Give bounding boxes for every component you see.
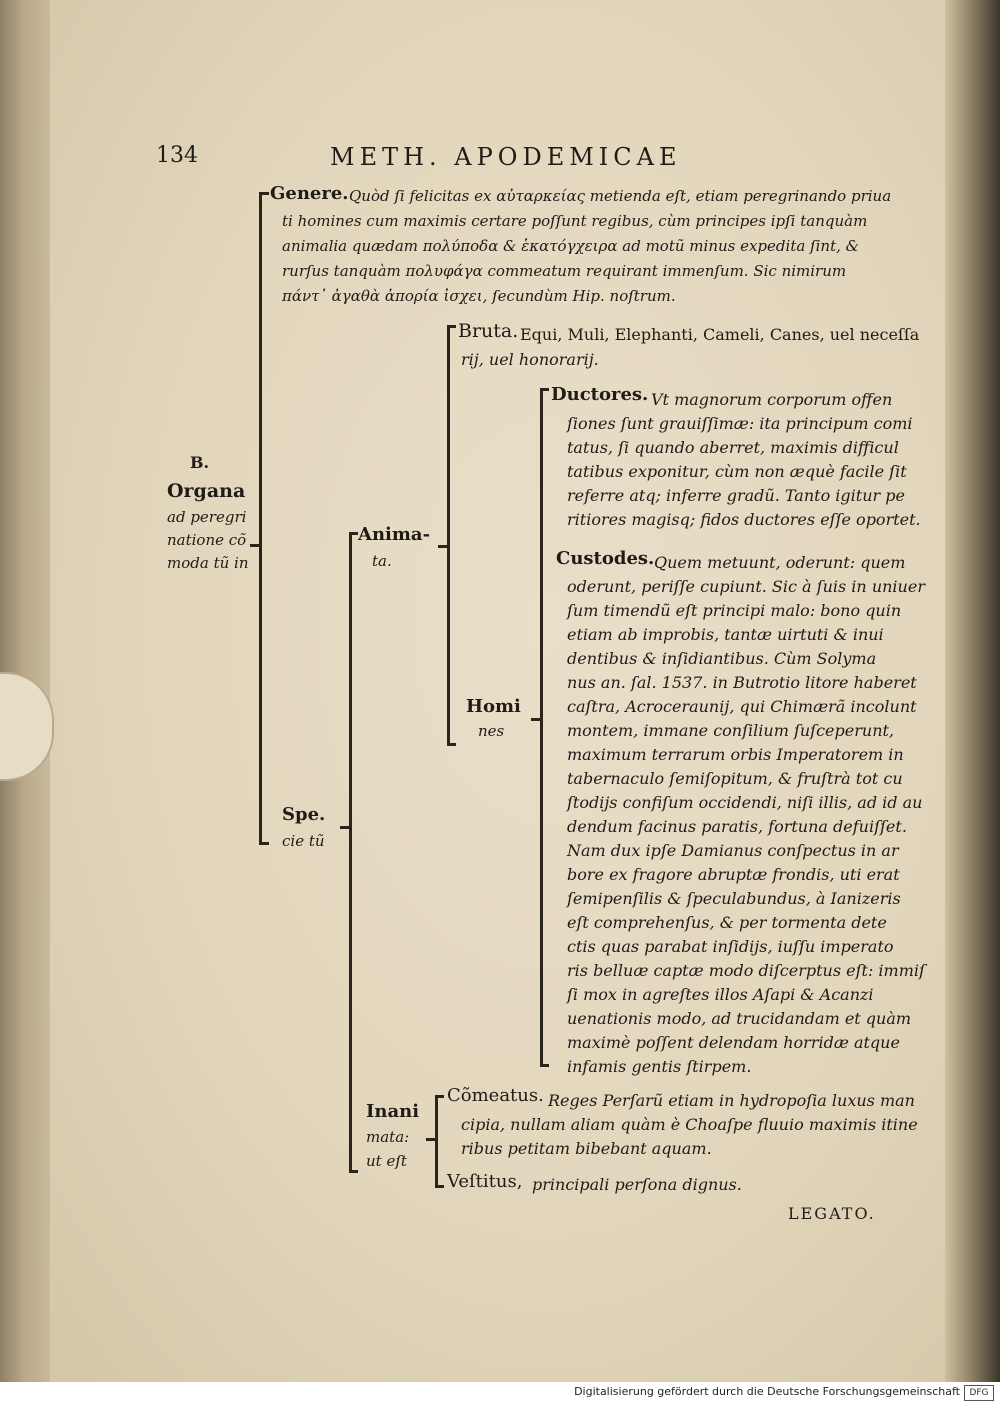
bruta-line-2: rij, uel honorarij.	[461, 350, 599, 369]
inanimata-brace-top	[435, 1095, 444, 1098]
specie-label: Spe.	[282, 804, 326, 825]
ductores-line-5: referre atq; inferre gradũ. Tanto igitur pe	[567, 486, 905, 505]
inanimata-brace-bottom	[435, 1185, 444, 1188]
commeatus-line-3: ribus petitam bibebant aquam.	[461, 1139, 712, 1158]
main-brace-top	[259, 192, 269, 195]
custodes-line-11: ſtodijs confiſum occidendi, niſi illis, ad id au	[567, 793, 923, 812]
custodes-line-6: nus an. ſal. 1537. in Butrotio litore haberet	[567, 673, 917, 692]
animata-brace-top	[447, 325, 456, 328]
organa-sub-2: natione cõ	[167, 531, 247, 549]
custodes-line-3: ſum timendũ eſt principi malo: bono quin	[567, 601, 902, 620]
genere-label: Genere.	[270, 183, 349, 204]
custodes-line-14: bore ex fragore abruptæ frondis, uti erat	[567, 865, 900, 884]
custodes-line-10: tabernaculo ſemiſopitum, & fruſtrà tot cu	[567, 769, 903, 788]
animata-brace	[447, 325, 450, 743]
inanimata-label: Inani	[366, 1101, 420, 1122]
footer-bar	[0, 1382, 1000, 1403]
inanimata-sub-1: mata:	[366, 1128, 410, 1146]
ductores-line-6: ritiores magisq; fidos ductores eſſe oportet.	[567, 510, 921, 529]
specie-brace-top	[349, 532, 358, 535]
main-brace-mid	[250, 544, 260, 547]
custodes-line-5: dentibus & inſidiantibus. Cùm Solyma	[567, 649, 877, 668]
genere-line-5: πάντ᾽ ἀγαθὰ ἀπορία ἰσχει, ſecundùm Hip. noſtrum.	[282, 287, 676, 305]
organa-sub-3: moda tũ in	[167, 554, 249, 572]
custodes-line-8: montem, immane conſilium ſuſceperunt,	[567, 721, 895, 740]
genere-line-2: ti homines cum maximis certare poſſunt regibus, cùm principes ipſi tanquàm	[282, 212, 868, 230]
vestitus-text: principali perſona dignus.	[532, 1175, 742, 1194]
custodes-line-1: Quem metuunt, oderunt: quem	[654, 553, 906, 572]
specie-brace-bottom	[349, 1170, 358, 1173]
specie-brace	[349, 532, 352, 1170]
custodes-line-2: oderunt, periſſe cupiunt. Sic à ſuis in uniuer	[567, 577, 925, 596]
custodes-line-4: etiam ab improbis, tantæ uirtuti & inui	[567, 625, 884, 644]
commeatus-line-1: Reges Perſarũ etiam in hydropoſia luxus man	[548, 1091, 915, 1110]
custodes-line-17: ctis quas parabat inſidijs, iuſſu imperato	[567, 937, 894, 956]
main-brace-bottom	[259, 842, 269, 845]
ductores-line-4: tatibus exponitur, cùm non æquè facile ſit	[567, 462, 907, 481]
animata-brace-mid	[438, 545, 447, 548]
catchword: LEGATO.	[788, 1204, 876, 1223]
genere-line-3: animalia quædam πολύποδα & ἑκατόγχειρα ad motũ minus expedita ſint, &	[282, 237, 859, 255]
right-page-edge	[945, 0, 1000, 1382]
custodes-label: Custodes.	[556, 548, 655, 569]
inanimata-sub-2: ut eſt	[366, 1152, 407, 1170]
section-letter: B.	[190, 453, 210, 472]
custodes-line-7: caſtra, Acroceraunij, qui Chimærã incolunt	[567, 697, 917, 716]
inanimata-brace	[435, 1095, 438, 1185]
homines-brace-mid	[531, 718, 540, 721]
ductores-line-1: Vt magnorum corporum offen	[651, 390, 893, 409]
custodes-line-21: maximè poſſent delendam horridæ atque	[567, 1033, 900, 1052]
custodes-line-9: maximum terrarum orbis Imperatorem in	[567, 745, 904, 764]
main-brace	[259, 192, 262, 842]
bruta-label: Bruta.	[458, 320, 519, 342]
ductores-line-3: tatus, ſi quando aberret, maximis difficul	[567, 438, 899, 457]
custodes-line-15: ſemipenſilis & ſpeculabundus, à Ianizeris	[567, 889, 901, 908]
custodes-line-22: infamis gentis ſtirpem.	[567, 1057, 752, 1076]
custodes-line-13: Nam dux ipſe Damianus conſpectus in ar	[567, 841, 899, 860]
running-title: METH. APODEMICAE	[330, 143, 682, 171]
homines-sub: nes	[478, 722, 505, 740]
homines-label: Homi	[466, 696, 521, 717]
custodes-line-20: uenationis modo, ad trucidandam et quàm	[567, 1009, 912, 1028]
animata-sub: ta.	[372, 552, 392, 570]
dfg-logo: DFG	[964, 1385, 994, 1401]
genere-line-4: rurſus tanquàm πολυφάγα commeatum requirant immenſum. Sic nimirum	[282, 262, 847, 280]
ductores-line-2: ſiones ſunt grauiſſimæ: ita principum comi	[567, 414, 913, 433]
homines-brace-top	[540, 388, 549, 391]
specie-sub: cie tũ	[282, 832, 325, 850]
vestitus-label: Veſtitus,	[447, 1171, 523, 1192]
commeatus-label: Cõmeatus.	[447, 1085, 544, 1106]
page-number: 134	[156, 143, 198, 168]
specie-brace-mid	[340, 826, 349, 829]
ductores-label: Ductores.	[551, 384, 649, 405]
bruta-line-1: Equi, Muli, Elephanti, Cameli, Canes, uel neceſſa	[520, 325, 920, 344]
commeatus-line-2: cipia, nullam aliam quàm è Choaſpe fluuio maximis itine	[461, 1115, 918, 1134]
animata-label: Anima-	[358, 524, 431, 545]
homines-brace	[540, 388, 543, 1064]
animata-brace-bottom	[447, 743, 456, 746]
inanimata-brace-mid	[426, 1138, 435, 1141]
homines-brace-bottom	[540, 1064, 549, 1067]
organa-label: Organa	[167, 480, 246, 502]
custodes-line-19: ſi mox in agreſtes illos Aſapi & Acanzi	[567, 985, 874, 1004]
custodes-line-12: dendum facinus paratis, fortuna defuiſſet.	[567, 817, 907, 836]
genere-line-1: Quòd ſi felicitas ex αὐταρκείας metienda eſt, etiam peregrinando priua	[349, 187, 892, 205]
organa-sub-1: ad peregri	[167, 508, 247, 526]
custodes-line-16: eſt comprehenſus, & per tormenta dete	[567, 913, 887, 932]
footer-credit: Digitalisierung gefördert durch die Deutsche Forschungsgemeinschaft	[574, 1385, 960, 1398]
custodes-line-18: ris belluæ captæ modo diſcerptus eſt: immiſ	[567, 961, 925, 980]
